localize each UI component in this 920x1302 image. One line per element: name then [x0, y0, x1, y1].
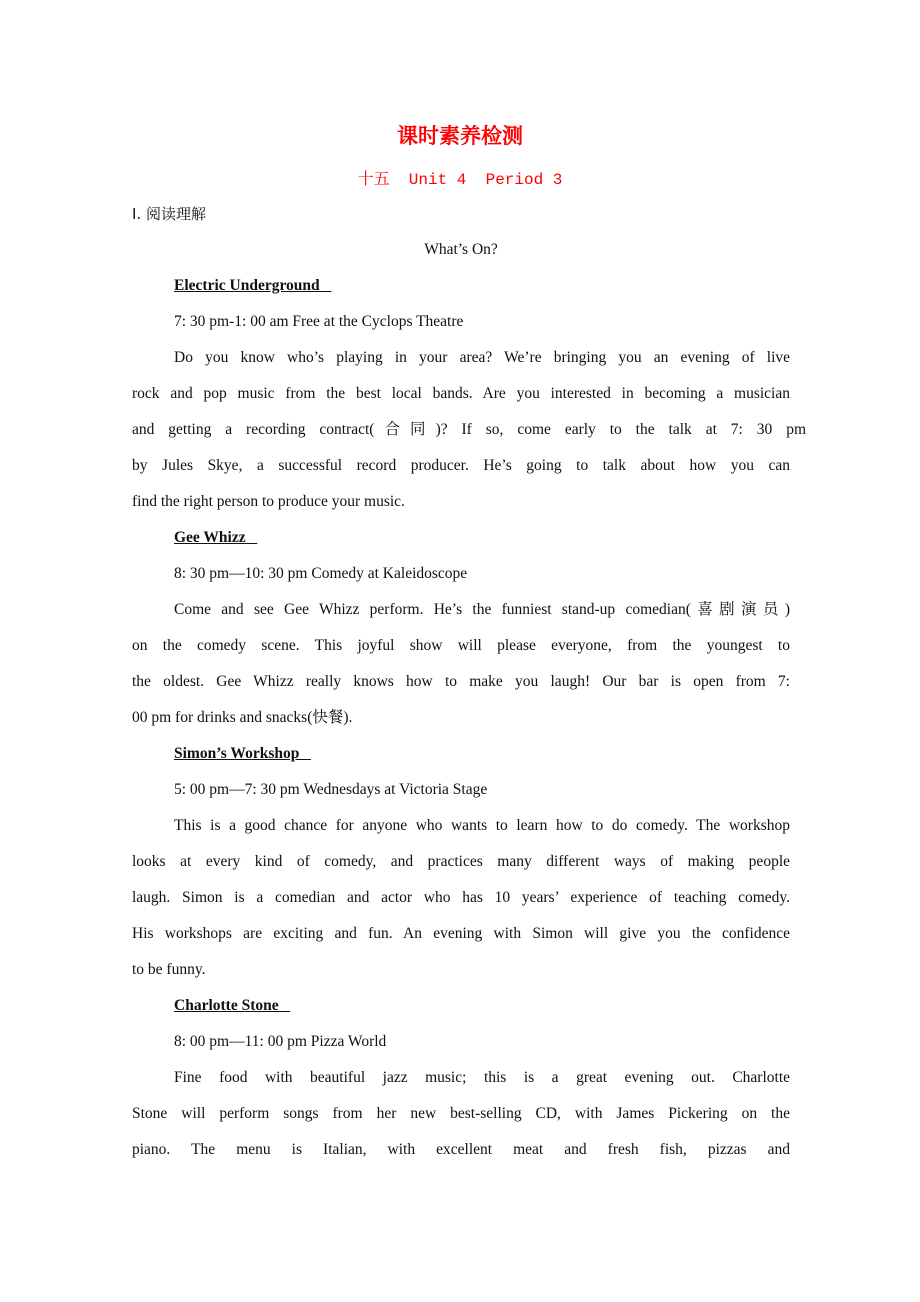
page-title: 课时素养检测 — [397, 124, 523, 148]
paragraph-line: rock and pop music from the best local bands. Are you interested in becoming a musician — [132, 385, 790, 402]
section-label: Ⅰ. 阅读理解 — [132, 205, 206, 223]
event-time: 5: 00 pm—7: 30 pm Wednesdays at Victoria Stage — [174, 781, 488, 798]
events-list — [132, 268, 806, 1168]
paragraph-line: to be funny. — [132, 961, 206, 978]
event-time: 8: 00 pm—11: 00 pm Pizza World — [174, 1033, 387, 1050]
event-section — [132, 268, 806, 520]
event-time: 7: 30 pm-1: 00 am Free at the Cyclops Theatre — [174, 313, 464, 330]
paragraph-line: This is a good chance for anyone who wants to learn how to do comedy. The workshop — [174, 817, 790, 834]
paragraph-line: Stone will perform songs from her new best-selling CD, with James Pickering on the — [132, 1105, 790, 1122]
paragraph-line: and getting a recording contract(合同)? If so, come early to the talk at 7: 30 pm — [132, 421, 806, 438]
event-heading: Electric Underground — [174, 277, 332, 294]
paragraph-line: the oldest. Gee Whizz really knows how to make you laugh! Our bar is open from 7: — [132, 673, 790, 690]
event-time: 8: 30 pm—10: 30 pm Comedy at Kaleidoscope — [174, 565, 468, 582]
paragraph-line: Fine food with beautiful jazz music; this is a great evening out. Charlotte — [174, 1069, 790, 1086]
document-body — [132, 196, 806, 1168]
paragraph-line: Do you know who’s playing in your area? We’re bringing you an evening of live — [174, 349, 790, 366]
paragraph-line: find the right person to produce your music. — [132, 493, 405, 510]
paragraph-line: Come and see Gee Whizz perform. He’s the funniest stand-up comedian(喜剧演员) — [174, 601, 790, 618]
event-section — [132, 988, 790, 1168]
event-heading: Gee Whizz — [174, 529, 258, 546]
paragraph-line: on the comedy scene. This joyful show will please everyone, from the youngest to — [132, 637, 790, 654]
passage-title: What’s On? — [424, 241, 498, 258]
paragraph-line: His workshops are exciting and fun. An evening with Simon will give you the confidence — [132, 925, 790, 942]
event-section — [132, 520, 790, 736]
paragraph-line: 00 pm for drinks and snacks(快餐). — [132, 709, 353, 726]
event-heading: Charlotte Stone — [174, 997, 291, 1014]
paragraph-line: by Jules Skye, a successful record producer. He’s going to talk about how you can — [132, 457, 790, 474]
paragraph-line: laugh. Simon is a comedian and actor who has 10 years’ experience of teaching comedy. — [132, 889, 790, 906]
paragraph-line: piano. The menu is Italian, with excellent meat and fresh fish, pizzas and — [132, 1141, 790, 1158]
event-heading: Simon’s Workshop — [174, 745, 311, 762]
page-subtitle: 十五 Unit 4 Period 3 — [357, 171, 563, 189]
event-section — [132, 736, 790, 988]
paragraph-line: looks at every kind of comedy, and practices many different ways of making people — [132, 853, 790, 870]
